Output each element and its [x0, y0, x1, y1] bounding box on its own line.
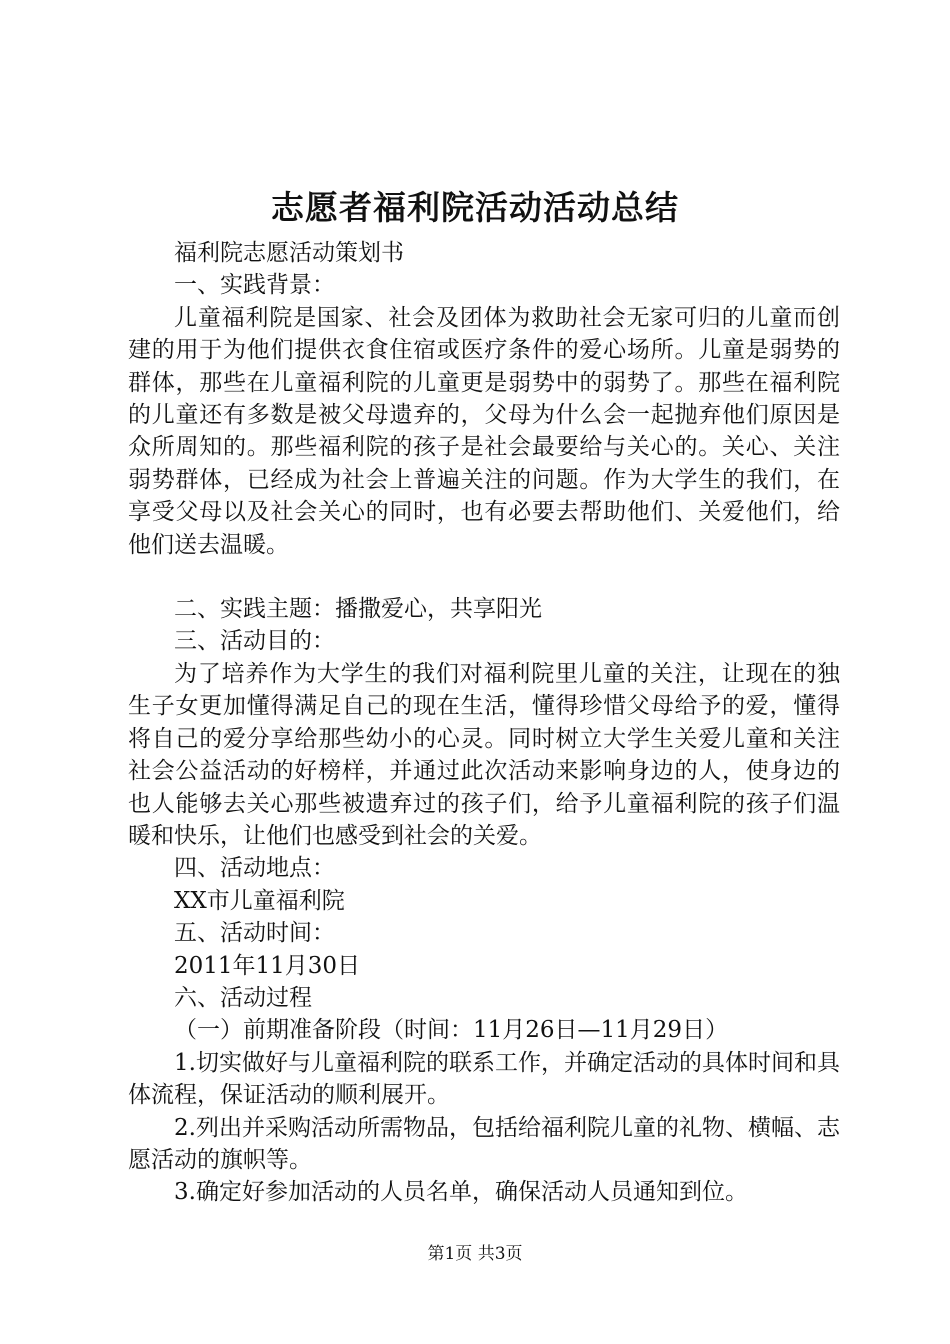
list-item: 2.列出并采购活动所需物品，包括给福利院儿童的礼物、横幅、志愿活动的旗帜等。 [128, 1114, 840, 1173]
paragraph-time: 2011年11月30日 [174, 952, 361, 979]
page-footer: 第1页 共3页 [427, 1244, 523, 1264]
heading-process: 六、活动过程 [174, 984, 312, 1011]
paragraph-location: XX市儿童福利院 [174, 887, 345, 914]
subheading-preparation: （一）前期准备阶段（时间：11月26日—11月29日） [174, 1017, 729, 1044]
paragraph-plan-title: 福利院志愿活动策划书 [174, 240, 404, 266]
document-body [128, 237, 840, 1209]
heading-theme: 二、实践主题：播撒爱心，共享阳光 [174, 596, 542, 623]
list-item: 3.确定好参加活动的人员名单，确保活动人员通知到位。 [174, 1179, 748, 1206]
heading-location: 四、活动地点： [174, 855, 335, 882]
paragraph-background: 儿童福利院是国家、社会及团体为救助社会无家可归的儿童而创建的用于为他们提供衣食住宿或医疗条件的爱心场所。儿童是弱势的群体，那些在儿童福利院的儿童更是弱势中的弱势了。那些在福利院的儿童还有多数是被父母遗弃的，父母为什么会一起抛弃他们原因是众所周知的。那些福利院的孩子是社会最要给与关心的。关心、关注弱势群体，已经成为社会上普遍关注的问题。作为大学生的我们，在享受父母以及社会关心的同时，也有必要去帮助他们、关爱他们，给他们送去温暖。 [128, 304, 840, 558]
document-title: 志愿者福利院活动活动总结 [271, 188, 679, 227]
heading-purpose: 三、活动目的： [174, 628, 335, 655]
heading-background: 一、实践背景： [174, 272, 335, 299]
list-item: 1.切实做好与儿童福利院的联系工作，并确定活动的具体时间和具体流程，保证活动的顺利展开。 [128, 1049, 840, 1109]
paragraph-purpose: 为了培养作为大学生的我们对福利院里儿童的关注，让现在的独生子女更加懂得满足自己的现在生活，懂得珍惜父母给予的爱，懂得将自己的爱分享给那些幼小的心灵。同时树立大学生关爱儿童和关注社会公益活动的好榜样，并通过此次活动来影响身边的人，使身边的也人能够去关心那些被遗弃过的孩子们，给予儿童福利院的孩子们温暖和快乐，让他们也感受到社会的关爱。 [128, 660, 840, 849]
heading-time: 五、活动时间： [174, 920, 335, 947]
